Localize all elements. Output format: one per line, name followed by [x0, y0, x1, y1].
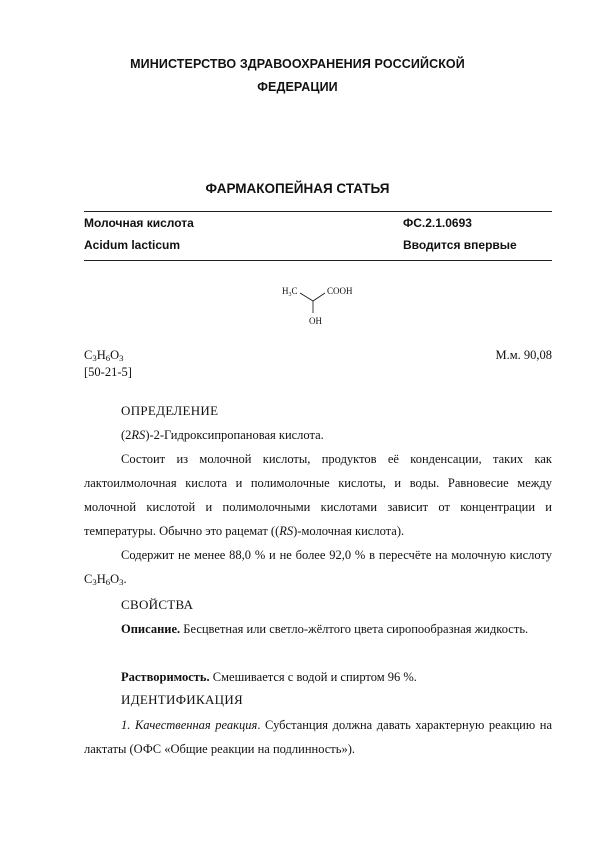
bond-1 — [300, 293, 313, 301]
molecular-weight: М.м. 90,08 — [495, 348, 552, 362]
substance-name-ru: Молочная кислота — [84, 216, 194, 230]
bottom-rule — [84, 260, 552, 261]
composition-paragraph: Состоит из молочной кислоты, продуктов её конденсации, таких как лактоилмолочная кислота и полимолочные кислоты, и воды. Равновесие между молочной кислотой и полимолочными кислотами зависит от концентрации и температуры. Обычно это рацемат ((RS)-молочная кислота). — [84, 452, 552, 538]
structural-formula — [270, 280, 370, 328]
article-title: ФАРМАКОПЕЙНАЯ СТАТЬЯ — [205, 181, 390, 196]
struct-cooh: COOH — [327, 286, 353, 296]
status-label: Вводится впервые — [403, 238, 517, 252]
properties-heading: СВОЙСТВА — [121, 597, 194, 612]
cas-number: [50-21-5] — [84, 365, 132, 379]
struct-oh: OH — [309, 316, 322, 326]
molecular-formula: $C_3H_6O_3$ — [84, 348, 124, 363]
article-code: ФС.2.1.0693 — [403, 216, 472, 230]
struct-h3c: $H_3C$ — [282, 286, 298, 298]
identification-heading: ИДЕНТИФИКАЦИЯ — [121, 692, 243, 707]
chemical-name: (2RS)-2-Гидроксипропановая кислота. — [121, 428, 324, 442]
top-rule — [84, 211, 552, 212]
description-paragraph: Описание. Бесцветная или светло-жёлтого цвета сиропообразная жидкость. — [121, 622, 529, 636]
solubility-paragraph: Растворимость. Смешивается с водой и спиртом 96 %. — [121, 670, 417, 684]
ministry-line-2: ФЕДЕРАЦИИ — [257, 80, 338, 94]
substance-name-latin: Acidum lacticum — [84, 238, 181, 252]
structure-diagram — [270, 280, 370, 328]
ministry-line-1: МИНИСТЕРСТВО ЗДРАВООХРАНЕНИЯ РОССИЙСКОЙ — [130, 57, 465, 71]
content-paragraph: Содержит не менее 88,0 % и не более 92,0 % в пересчёте на молочную кислоту $C_3H_6O_3$. — [84, 548, 552, 587]
definition-heading: ОПРЕДЕЛЕНИЕ — [121, 403, 219, 418]
identification-paragraph: 1. Качественная реакция. Субстанция должна давать характерную реакцию на лактаты (ОФС «Общие реакции на подлинность»). — [84, 718, 552, 756]
bond-2 — [313, 293, 325, 301]
